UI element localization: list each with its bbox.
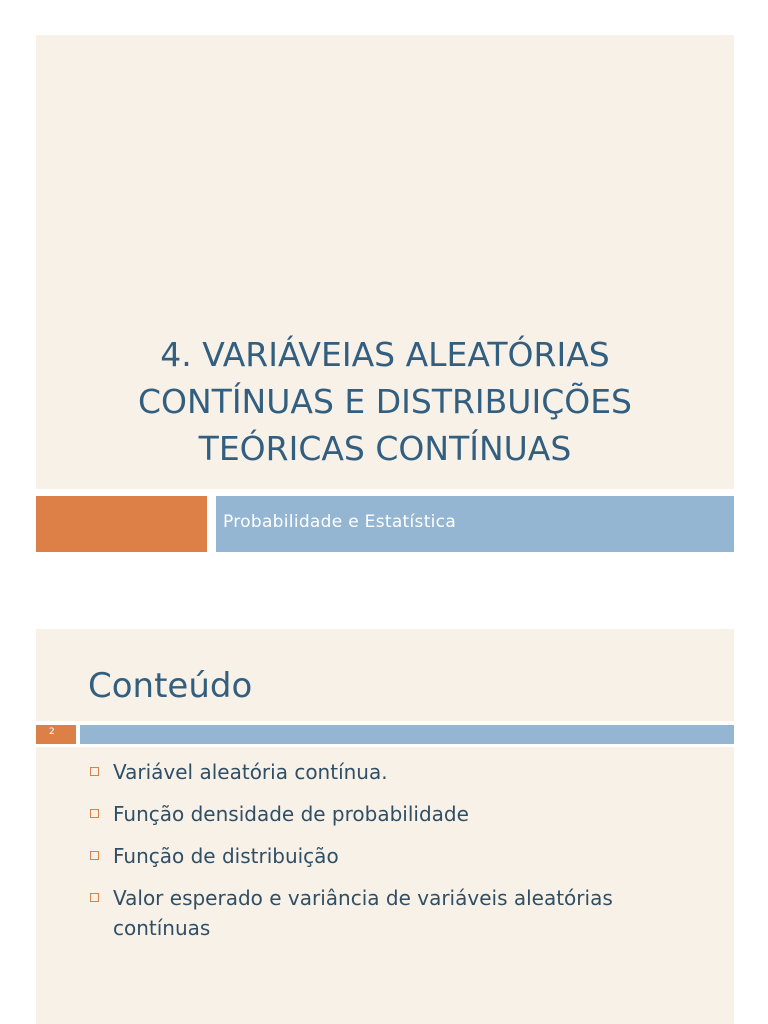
contents-title: Conteúdo — [88, 666, 253, 706]
square-bullet-icon — [90, 893, 99, 902]
slide-number: 2 — [49, 727, 55, 737]
list-item — [90, 883, 710, 943]
orange-accent-band — [36, 496, 207, 552]
slide-title-line: 4. VARIÁVEIAS ALEATÓRIAS — [160, 335, 610, 374]
divider-band — [36, 744, 734, 747]
list-item-text: Variável aleatória contínua. — [113, 760, 388, 784]
slide-title-line: TEÓRICAS CONTÍNUAS — [198, 429, 572, 468]
blue-rule-band — [80, 725, 734, 744]
square-bullet-icon — [90, 809, 99, 818]
slide-number-tab — [36, 725, 76, 744]
divider-band — [36, 489, 734, 496]
slide-title-line: CONTÍNUAS E DISTRIBUIÇÕES — [137, 382, 633, 421]
contents-slide — [36, 629, 734, 1024]
band-gap — [207, 496, 216, 552]
slide-subtitle: Probabilidade e Estatística — [223, 512, 457, 532]
square-bullet-icon — [90, 851, 99, 860]
list-item — [90, 841, 710, 871]
square-bullet-icon — [90, 767, 99, 776]
list-item-text: Função densidade de probabilidade — [113, 802, 469, 826]
contents-list — [90, 757, 710, 955]
title-slide — [36, 35, 734, 552]
list-item-text: Função de distribuição — [113, 844, 339, 868]
list-item — [90, 799, 710, 829]
list-item — [90, 757, 710, 787]
slide-title — [36, 331, 734, 472]
list-item-text: Valor esperado e variância de variáveis aleatórias contínuas — [113, 886, 613, 940]
